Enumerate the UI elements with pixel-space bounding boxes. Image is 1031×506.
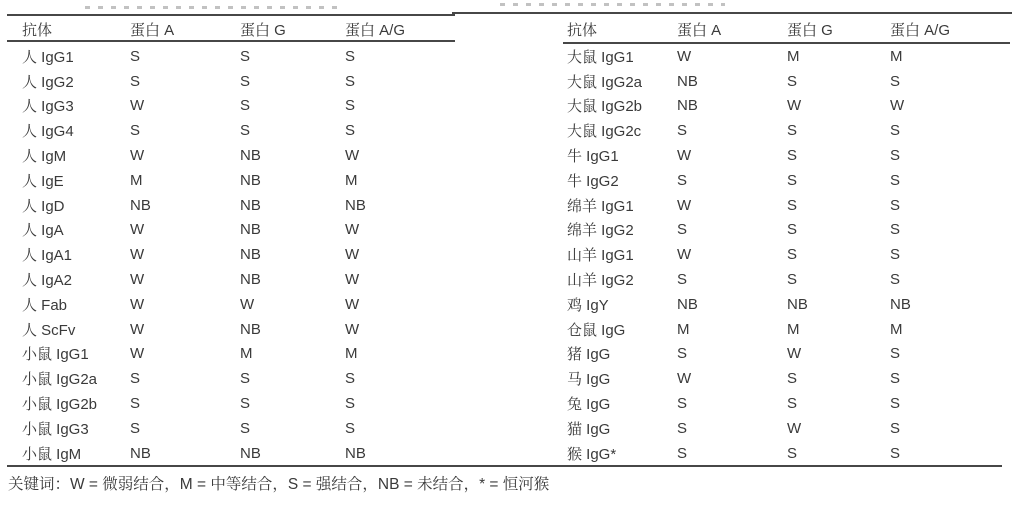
table-row xyxy=(563,441,1010,466)
table-row xyxy=(563,118,1010,143)
binding-value-cell-protein-ag: W xyxy=(345,221,360,239)
binding-value-cell-protein-g: NB xyxy=(240,444,261,462)
binding-value-cell-protein-a: S xyxy=(677,271,688,289)
binding-value-cell-protein-ag: S xyxy=(890,345,901,363)
table-row xyxy=(563,267,1010,292)
binding-value-cell-protein-ag: M xyxy=(890,47,903,65)
row-label-cell: 大鼠 IgG2c xyxy=(567,123,642,141)
binding-value-cell-protein-ag: M xyxy=(345,345,358,363)
table-row xyxy=(563,317,1010,342)
row-label-cell: 绵羊 IgG1 xyxy=(567,197,634,215)
binding-value-cell-protein-a: S xyxy=(130,370,141,388)
table-row xyxy=(563,292,1010,317)
binding-value-cell-protein-a: W xyxy=(130,271,145,289)
binding-value-cell-protein-g: M xyxy=(787,320,800,338)
table-row xyxy=(563,218,1010,243)
table-row xyxy=(8,267,455,292)
binding-value-cell-protein-g: M xyxy=(240,345,253,363)
table-header-row xyxy=(8,16,455,43)
binding-value-cell-protein-g: S xyxy=(787,171,798,189)
column-header-antibody: 抗体 xyxy=(567,22,598,39)
table-row xyxy=(8,69,455,94)
table-row xyxy=(563,366,1010,391)
table-row xyxy=(563,242,1010,267)
row-label-cell: 大鼠 IgG2a xyxy=(567,73,643,91)
row-label-cell: 马 IgG xyxy=(567,371,611,389)
binding-value-cell-protein-g: NB xyxy=(240,320,261,338)
table-row xyxy=(563,44,1010,69)
binding-value-cell-protein-a: S xyxy=(677,221,688,239)
table-row xyxy=(8,193,455,218)
binding-value-cell-protein-a: S xyxy=(130,122,141,140)
table-row xyxy=(563,94,1010,119)
table-body xyxy=(563,44,1010,466)
legend-text: 关键词：W = 微弱结合，M = 中等结合，S = 强结合，NB = 未结合，* = 恒河猴 xyxy=(8,476,550,493)
table-row xyxy=(8,118,455,143)
binding-value-cell-protein-g: NB xyxy=(240,171,261,189)
row-label-cell: 小鼠 IgM xyxy=(22,445,82,463)
binding-value-cell-protein-ag: S xyxy=(890,147,901,165)
binding-value-cell-protein-a: S xyxy=(677,122,688,140)
binding-value-cell-protein-g: S xyxy=(787,122,798,140)
row-label-cell: 大鼠 IgG2b xyxy=(567,98,643,116)
binding-value-cell-protein-ag: S xyxy=(890,171,901,189)
row-label-cell: 猫 IgG xyxy=(567,420,611,438)
binding-value-cell-protein-ag: S xyxy=(345,395,356,413)
clipped-top-text-artifact xyxy=(500,3,725,6)
binding-value-cell-protein-g: S xyxy=(240,47,251,65)
table-row xyxy=(563,391,1010,416)
row-label-cell: 人 IgA1 xyxy=(22,247,73,265)
binding-value-cell-protein-a: W xyxy=(677,196,692,214)
binding-value-cell-protein-g: S xyxy=(787,271,798,289)
binding-value-cell-protein-a: W xyxy=(130,246,145,264)
column-header-protein-a: 蛋白 A xyxy=(130,22,175,39)
binding-value-cell-protein-ag: NB xyxy=(345,196,366,214)
binding-value-cell-protein-g: S xyxy=(787,196,798,214)
binding-value-cell-protein-a: NB xyxy=(130,444,151,462)
binding-value-cell-protein-a: NB xyxy=(677,72,698,90)
row-label-cell: 小鼠 IgG2a xyxy=(22,371,98,389)
binding-value-cell-protein-a: W xyxy=(677,147,692,165)
binding-value-cell-protein-g: S xyxy=(787,395,798,413)
binding-value-cell-protein-ag: S xyxy=(890,395,901,413)
row-label-cell: 大鼠 IgG1 xyxy=(567,48,634,66)
table-row xyxy=(8,441,455,466)
table-body xyxy=(8,44,455,466)
table-row xyxy=(8,242,455,267)
table-row xyxy=(8,416,455,441)
table-row xyxy=(8,391,455,416)
binding-value-cell-protein-a: S xyxy=(130,419,141,437)
table-row xyxy=(8,168,455,193)
binding-value-cell-protein-a: W xyxy=(130,97,145,115)
binding-table-left xyxy=(8,16,455,466)
table-row xyxy=(8,317,455,342)
row-label-cell: 人 IgM xyxy=(22,148,67,166)
binding-value-cell-protein-g: S xyxy=(787,370,798,388)
binding-value-cell-protein-ag: S xyxy=(890,221,901,239)
row-label-cell: 人 ScFv xyxy=(22,321,76,339)
binding-value-cell-protein-g: NB xyxy=(240,246,261,264)
binding-value-cell-protein-g: S xyxy=(240,370,251,388)
binding-value-cell-protein-ag: W xyxy=(345,147,360,165)
row-label-cell: 人 IgG2 xyxy=(22,73,74,91)
binding-value-cell-protein-g: NB xyxy=(787,295,808,313)
binding-value-cell-protein-g: S xyxy=(240,122,251,140)
binding-value-cell-protein-a: S xyxy=(677,345,688,363)
row-label-cell: 猪 IgG xyxy=(567,346,611,364)
table-row xyxy=(8,94,455,119)
binding-value-cell-protein-ag: W xyxy=(345,246,360,264)
binding-value-cell-protein-ag: W xyxy=(890,97,905,115)
binding-value-cell-protein-a: W xyxy=(130,147,145,165)
row-label-cell: 人 IgA xyxy=(22,222,64,240)
binding-value-cell-protein-g: NB xyxy=(240,271,261,289)
binding-value-cell-protein-g: M xyxy=(787,47,800,65)
table-row xyxy=(8,342,455,367)
binding-value-cell-protein-a: S xyxy=(130,72,141,90)
binding-value-cell-protein-g: S xyxy=(787,246,798,264)
row-label-cell: 山羊 IgG2 xyxy=(567,272,634,290)
binding-value-cell-protein-g: W xyxy=(787,97,802,115)
row-label-cell: 绵羊 IgG2 xyxy=(567,222,634,240)
binding-value-cell-protein-ag: S xyxy=(345,370,356,388)
row-label-cell: 仓鼠 IgG xyxy=(567,321,626,339)
binding-value-cell-protein-g: S xyxy=(240,72,251,90)
binding-value-cell-protein-a: NB xyxy=(677,97,698,115)
binding-value-cell-protein-a: W xyxy=(130,295,145,313)
row-label-cell: 人 IgG4 xyxy=(22,123,74,141)
binding-value-cell-protein-a: M xyxy=(130,171,143,189)
binding-value-cell-protein-a: S xyxy=(677,171,688,189)
table-row xyxy=(8,143,455,168)
binding-value-cell-protein-a: W xyxy=(130,320,145,338)
binding-value-cell-protein-ag: S xyxy=(890,419,901,437)
binding-value-cell-protein-g: W xyxy=(787,419,802,437)
table-row xyxy=(8,366,455,391)
binding-value-cell-protein-ag: S xyxy=(890,370,901,388)
binding-value-cell-protein-ag: S xyxy=(345,97,356,115)
row-label-cell: 人 IgD xyxy=(22,197,65,215)
binding-table-right xyxy=(563,16,1010,466)
table-row xyxy=(563,168,1010,193)
binding-value-cell-protein-g: S xyxy=(787,147,798,165)
binding-value-cell-protein-g: S xyxy=(240,97,251,115)
binding-value-cell-protein-g: NB xyxy=(240,221,261,239)
binding-value-cell-protein-g: S xyxy=(787,444,798,462)
binding-value-cell-protein-a: S xyxy=(677,419,688,437)
binding-value-cell-protein-a: S xyxy=(677,395,688,413)
table-row xyxy=(563,143,1010,168)
binding-value-cell-protein-g: W xyxy=(240,295,255,313)
binding-value-cell-protein-ag: S xyxy=(890,271,901,289)
column-header-protein-a: 蛋白 A xyxy=(677,22,722,39)
binding-value-cell-protein-ag: M xyxy=(345,171,358,189)
row-label-cell: 鸡 IgY xyxy=(567,296,609,314)
table-row xyxy=(563,342,1010,367)
binding-value-cell-protein-g: NB xyxy=(240,147,261,165)
binding-value-cell-protein-a: S xyxy=(677,444,688,462)
row-label-cell: 牛 IgG2 xyxy=(567,172,619,190)
binding-value-cell-protein-ag: W xyxy=(345,320,360,338)
row-label-cell: 人 IgA2 xyxy=(22,272,73,290)
binding-value-cell-protein-a: W xyxy=(677,370,692,388)
table-row xyxy=(563,69,1010,94)
binding-value-cell-protein-a: S xyxy=(130,395,141,413)
column-header-protein-ag: 蛋白 A/G xyxy=(890,22,951,39)
column-header-protein-g: 蛋白 G xyxy=(787,22,833,39)
clipped-top-text-artifact xyxy=(85,6,343,9)
binding-value-cell-protein-ag: S xyxy=(345,72,356,90)
row-label-cell: 牛 IgG1 xyxy=(567,148,619,166)
table-header-row xyxy=(563,16,1010,43)
binding-value-cell-protein-ag: S xyxy=(345,419,356,437)
row-label-cell: 人 IgG3 xyxy=(22,98,74,116)
binding-value-cell-protein-g: NB xyxy=(240,196,261,214)
binding-value-cell-protein-ag: S xyxy=(890,444,901,462)
row-label-cell: 小鼠 IgG3 xyxy=(22,420,89,438)
binding-value-cell-protein-a: W xyxy=(677,47,692,65)
binding-value-cell-protein-ag: S xyxy=(345,122,356,140)
binding-value-cell-protein-a: W xyxy=(130,345,145,363)
table-row xyxy=(563,193,1010,218)
binding-value-cell-protein-a: W xyxy=(677,246,692,264)
row-label-cell: 山羊 IgG1 xyxy=(567,247,634,265)
binding-value-cell-protein-ag: NB xyxy=(890,295,911,313)
binding-value-cell-protein-ag: S xyxy=(890,196,901,214)
binding-value-cell-protein-a: M xyxy=(677,320,690,338)
row-label-cell: 猴 IgG* xyxy=(567,445,617,463)
binding-value-cell-protein-ag: NB xyxy=(345,444,366,462)
column-header-antibody: 抗体 xyxy=(22,22,53,39)
row-label-cell: 人 IgG1 xyxy=(22,48,74,66)
binding-value-cell-protein-g: S xyxy=(787,221,798,239)
binding-value-cell-protein-ag: S xyxy=(890,122,901,140)
column-header-protein-g: 蛋白 G xyxy=(240,22,286,39)
table-row xyxy=(8,44,455,69)
column-header-protein-ag: 蛋白 A/G xyxy=(345,22,406,39)
binding-value-cell-protein-ag: W xyxy=(345,295,360,313)
binding-value-cell-protein-a: NB xyxy=(130,196,151,214)
table-row xyxy=(8,218,455,243)
binding-value-cell-protein-g: S xyxy=(787,72,798,90)
binding-value-cell-protein-a: NB xyxy=(677,295,698,313)
binding-value-cell-protein-g: S xyxy=(240,419,251,437)
binding-value-cell-protein-g: W xyxy=(787,345,802,363)
table-row xyxy=(563,416,1010,441)
row-label-cell: 人 Fab xyxy=(22,296,68,314)
row-label-cell: 兔 IgG xyxy=(567,396,611,414)
binding-value-cell-protein-g: S xyxy=(240,395,251,413)
binding-value-cell-protein-ag: M xyxy=(890,320,903,338)
binding-value-cell-protein-a: S xyxy=(130,47,141,65)
table-row xyxy=(8,292,455,317)
binding-value-cell-protein-ag: S xyxy=(890,72,901,90)
binding-value-cell-protein-ag: S xyxy=(345,47,356,65)
row-label-cell: 小鼠 IgG1 xyxy=(22,346,89,364)
binding-value-cell-protein-ag: S xyxy=(890,246,901,264)
binding-value-cell-protein-a: W xyxy=(130,221,145,239)
row-label-cell: 小鼠 IgG2b xyxy=(22,396,98,414)
table-top-rule-right xyxy=(452,12,1012,14)
row-label-cell: 人 IgE xyxy=(22,172,64,190)
binding-value-cell-protein-ag: W xyxy=(345,271,360,289)
